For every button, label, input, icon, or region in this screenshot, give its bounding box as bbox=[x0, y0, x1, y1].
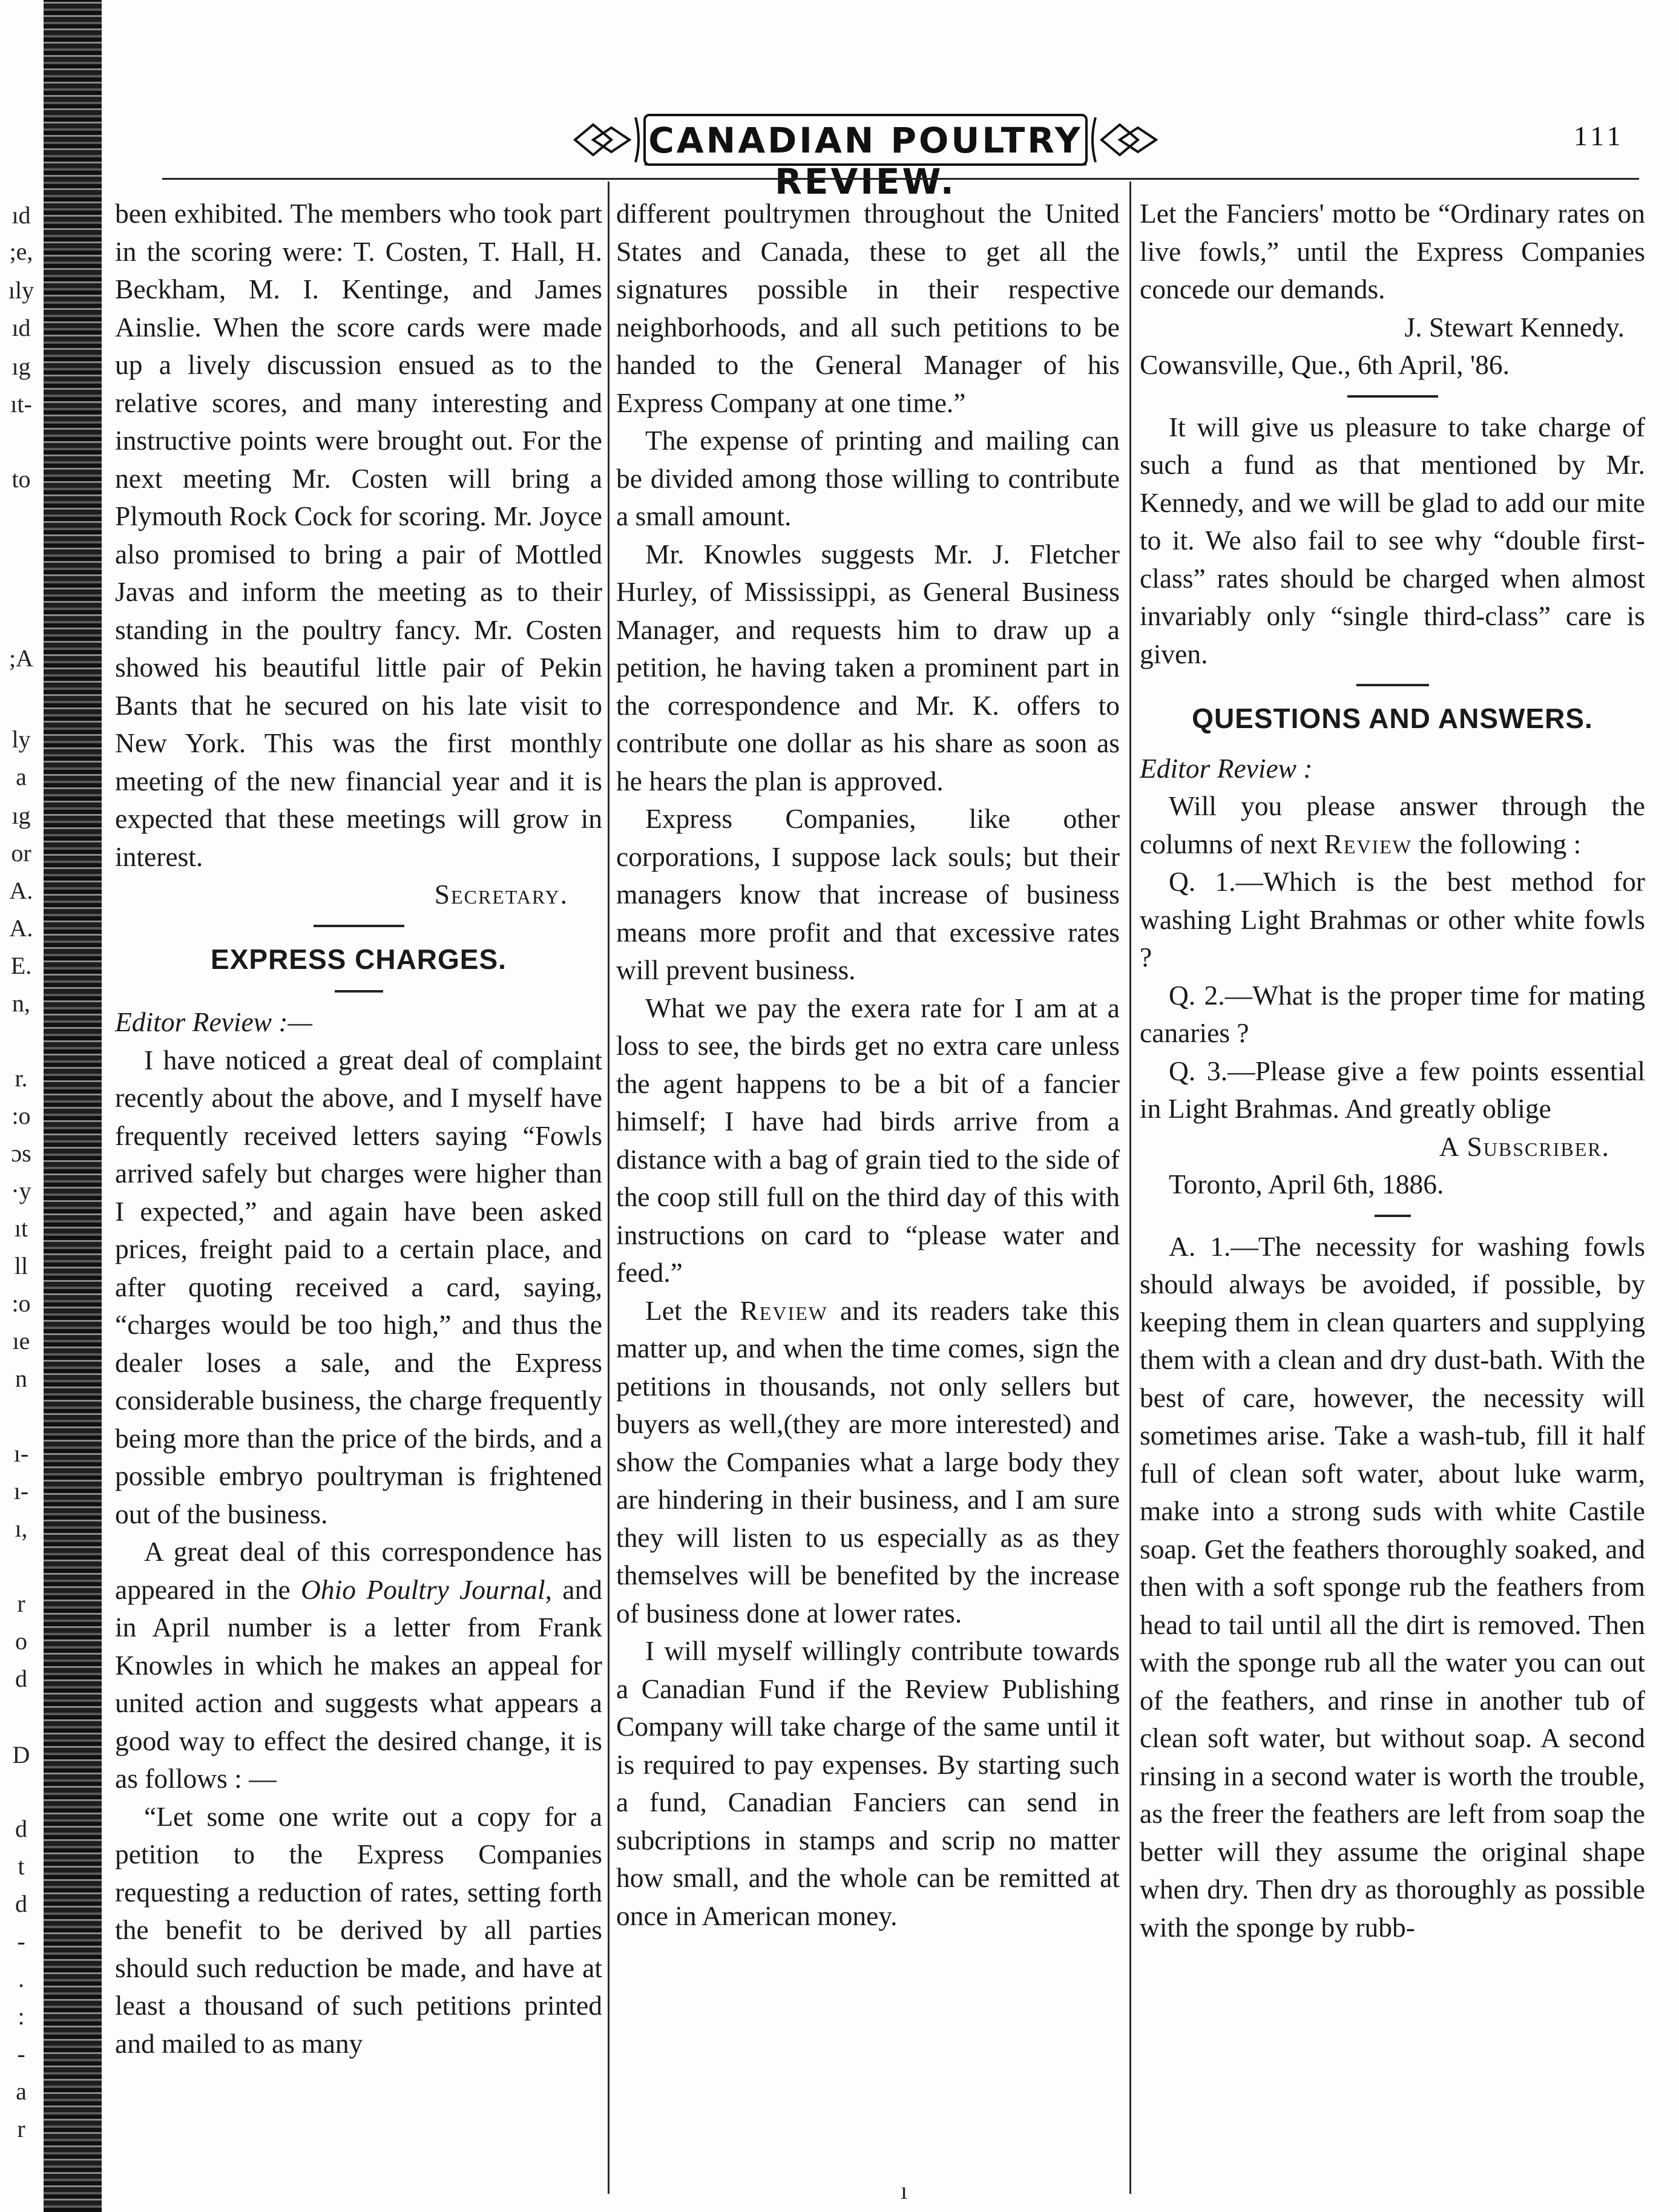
facing-page-fragment: - bbox=[17, 1928, 25, 1955]
query-intro: Will you please answer through the columns of next Review the following : bbox=[1140, 790, 1645, 859]
publication-title: CANADIAN POULTRY REVIEW. bbox=[648, 120, 1083, 202]
facing-page-fragment: or bbox=[11, 839, 31, 867]
heading-underline bbox=[335, 990, 383, 993]
letter-place-date: Cowansville, Que., 6th April, '86. bbox=[1140, 349, 1510, 380]
column-1 bbox=[115, 195, 602, 2184]
header-rule bbox=[162, 178, 1639, 180]
facing-page-fragment: ;e, bbox=[9, 238, 33, 265]
facing-page-fragment: n, bbox=[12, 989, 30, 1017]
letter-paragraph: Mr. Knowles suggests Mr. J. Fletcher Hurley, of Mississippi, as General Business Manager, and requests him to draw up a petition, he having taken a prominent part in the correspondence and Mr. K. offers to contribute one dollar as his share as soon as he hears the plan is approved. bbox=[616, 538, 1120, 796]
letter-paragraph: A great deal of this correspondence has appeared in the Ohio Poultry Journal, and in April number is a letter from Frank Knowles in which he makes an appeal for united action and suggests what appears a good way to effect the desired change, it is as follows : — bbox=[115, 1536, 602, 1794]
meeting-report-paragraph: been exhibited. The members who took part in the scoring were: T. Costen, T. Hall, H. Beckham, M. I. Kentinge, and James Ainslie. When the score cards were made up a lively discussion ensued as to the relative scores, and many interesting and instructive points were brought out. For the next meeting Mr. Costen will bring a Plymouth Rock Cock for scoring. Mr. Joyce also promised to bring a pair of Mottled Javas and inform the meeting as to their standing in the poultry fancy. Mr. Costen showed his beautiful little pair of Pekin Bants that he secured on his late visit to New York. This was the first monthly meeting of the new financial year and it is expected that these meetings will grow in interest. bbox=[115, 198, 602, 872]
facing-page-fragment: A. bbox=[9, 877, 33, 904]
facing-page-fragment: ıd bbox=[12, 314, 31, 341]
page-binding-edge bbox=[0, 0, 108, 2212]
facing-page-fragment: d bbox=[15, 1665, 27, 1692]
letter-signature: J. Stewart Kennedy. bbox=[1404, 311, 1625, 343]
facing-page-fragment: ·y bbox=[11, 1177, 31, 1204]
subscriber-signature: A Subscriber. bbox=[1439, 1131, 1610, 1162]
answer-1: A. 1.—The necessity for washing fowls should always be avoided, if possible, by keeping them in clean quarters and supplying them with a clean and dry dust-bath. With the best of care, however, the necessity will sometimes arise. Take a wash-tub, fill it half full of clean soft water, about luke warm, make into a strong suds with white Castile soap. Get the feathers thoroughly soaked, and then with a soft sponge rub the feathers from head to tail until all the dirt is removed. Then with the sponge rub all the water you can out of the feathers, and rinse in another tub of clean soft water, but without soap. A second rinsing in a second water is worth the trouble, as the freer the feathers are left from soap the better will they assume the original shape when dry. Then dry as thoroughly as possible with the sponge by rubb- bbox=[1140, 1230, 1645, 1943]
section-divider bbox=[1375, 1215, 1411, 1217]
facing-page-fragment: . bbox=[18, 1965, 24, 1992]
binding-shadow bbox=[44, 0, 102, 2212]
facing-page-fragment: ı, bbox=[15, 1515, 28, 1542]
printer-mark: ı bbox=[901, 2177, 908, 2204]
masthead bbox=[569, 107, 1162, 202]
letter-paragraph: I will myself willingly contribute towards a Canadian Fund if the Review Publishing Company will take charge of the same until it is required to pay expenses. By starting such a fund, Canadian Fanciers can send in subcriptions in stamps and scrip no matter how small, and the whole can be remitted at once in American money. bbox=[616, 1635, 1120, 1931]
facing-page-fragment: :o bbox=[12, 1290, 31, 1317]
facing-page-fragment: ıt bbox=[14, 1215, 28, 1242]
facing-page-fragment: A. bbox=[9, 914, 33, 942]
query-date: Toronto, April 6th, 1886. bbox=[1169, 1169, 1444, 1200]
facing-page-fragment: n bbox=[15, 1365, 27, 1392]
facing-page-fragment: d bbox=[15, 1815, 27, 1842]
journal-title: Ohio Poultry Journal bbox=[301, 1574, 545, 1605]
facing-page-fragment: ıly bbox=[8, 277, 34, 304]
letter-paragraph: Let the Fanciers' motto be “Ordinary rates on live fowls,” until the Express Companies concede our demands. bbox=[1140, 198, 1645, 304]
letter-salutation: Editor Review :— bbox=[115, 1006, 313, 1037]
facing-page-fragment: r bbox=[17, 1590, 25, 1617]
question-3: Q. 3.—Please give a few points essential in Light Brahmas. And greatly oblige bbox=[1140, 1055, 1645, 1124]
facing-page-fragment: r. bbox=[15, 1065, 28, 1092]
question-2: Q. 2.—What is the proper time for mating canaries ? bbox=[1140, 979, 1645, 1048]
facing-page-fragment: d bbox=[15, 1890, 27, 1917]
column-divider-1 bbox=[608, 182, 610, 2194]
secretary-signature: Secretary. bbox=[434, 879, 568, 910]
letter-paragraph: I have noticed a great deal of complaint recently about the above, and I myself have frequently received letters saying “Fowls arrived safely but charges were higher than I expected,” and again have been asked prices, freight paid to a certain place, and after quoting received a card, saying, “charges would be too high,” and thus the dealer loses a sale, and the Express considerable business, the charge frequently being more than the price of the birds, and a possible embryo poultryman is frightened out of the business. bbox=[115, 1044, 602, 1529]
quoted-paragraph: “Let some one write out a copy for a petition to the Express Companies requesting a reduction of rates, setting forth the benefit to be derived by all parties should such reduction be made, and have at least a thousand of such petitions printed and mailed to as many bbox=[115, 1800, 602, 2059]
facing-page-fragment: E. bbox=[10, 952, 32, 979]
facing-page-fragment: ıg bbox=[12, 802, 31, 829]
facing-page-fragment: : bbox=[18, 2003, 25, 2030]
letter-paragraph: What we pay the exera rate for I am at a loss to see, the birds get no extra care unless the agent happens to be a bit of a fancier himself; I have had birds arrive from a distance with a bag of grain tied to the side of the coop still full on the third day of this with instructions on card to “please water and feed.” bbox=[616, 992, 1120, 1288]
facing-page-fragment: :o bbox=[12, 1102, 31, 1129]
facing-page-fragment: ı- bbox=[13, 1477, 29, 1505]
facing-page-fragment: to bbox=[12, 465, 31, 493]
letter-paragraph: The expense of printing and mailing can be divided among those willing to contribute a small amount. bbox=[616, 425, 1120, 531]
facing-page-fragment: ɔs bbox=[11, 1140, 31, 1167]
editor-note: It will give us pleasure to take charge of such a fund as that mentioned by Mr. Kennedy, and we will be glad to add our mite to it. We also fail to see why “double first-class” rates should be charged when almost invariably only “single third-class” care is given. bbox=[1140, 411, 1645, 669]
facing-page-fragment: ıd bbox=[12, 202, 31, 229]
facing-page-fragment: r bbox=[17, 2115, 25, 2142]
quoted-paragraph: different poultrymen throughout the United States and Canada, these to get all the signatures possible in their respective neighborhoods, and all such petitions to be handed to the General Manager of his Express Company at one time.” bbox=[616, 198, 1120, 418]
facing-page-fragment: D bbox=[12, 1741, 30, 1768]
letter-paragraph: Let the Review and its readers take this matter up, and when the time comes, sign the petitions in thousands, not only sellers but buyers as well,(they are more interested) and show the Companies what a large body they are hindering in their business, and I am sure they will listen to us especially as as they themselves will be benefited by the increase of business done at lower rates. bbox=[616, 1295, 1120, 1629]
section-divider bbox=[314, 925, 404, 927]
facing-page-fragment: a bbox=[16, 2078, 27, 2105]
letter-paragraph: Express Companies, like other corporations, I suppose lack souls; but their managers know that increase of business means more profit and that excessive rates will prevent business. bbox=[616, 803, 1120, 985]
facing-page-fragment: ly bbox=[12, 726, 31, 753]
column-3 bbox=[1140, 195, 1645, 2184]
facing-page-fragment: o bbox=[15, 1627, 27, 1655]
question-1: Q. 1.—Which is the best method for washing Light Brahmas or other white fowls ? bbox=[1140, 866, 1645, 973]
express-charges-heading: EXPRESS CHARGES. bbox=[211, 943, 507, 975]
facing-page-fragment: ıe bbox=[12, 1327, 30, 1354]
page-number: 111 bbox=[1574, 120, 1625, 151]
review-name: Review bbox=[740, 1295, 828, 1326]
questions-answers-heading: QUESTIONS AND ANSWERS. bbox=[1192, 703, 1593, 734]
section-divider bbox=[1356, 684, 1429, 686]
facing-page-fragment: ıt- bbox=[10, 390, 32, 418]
review-name: Review bbox=[1324, 828, 1412, 859]
facing-page-fragment: t bbox=[18, 1853, 25, 1880]
column-divider-2 bbox=[1129, 182, 1131, 2194]
query-salutation: Editor Review : bbox=[1140, 752, 1313, 784]
facing-page-fragment: a bbox=[16, 763, 27, 790]
column-2 bbox=[616, 195, 1120, 2184]
section-divider bbox=[1347, 395, 1438, 398]
facing-page-fragment: ı- bbox=[13, 1440, 29, 1467]
facing-page-fragment: ıg bbox=[12, 353, 31, 380]
facing-page-fragment: - bbox=[17, 2040, 25, 2067]
facing-page-fragment: ;A bbox=[9, 645, 33, 672]
facing-page-fragment: ll bbox=[14, 1252, 28, 1279]
